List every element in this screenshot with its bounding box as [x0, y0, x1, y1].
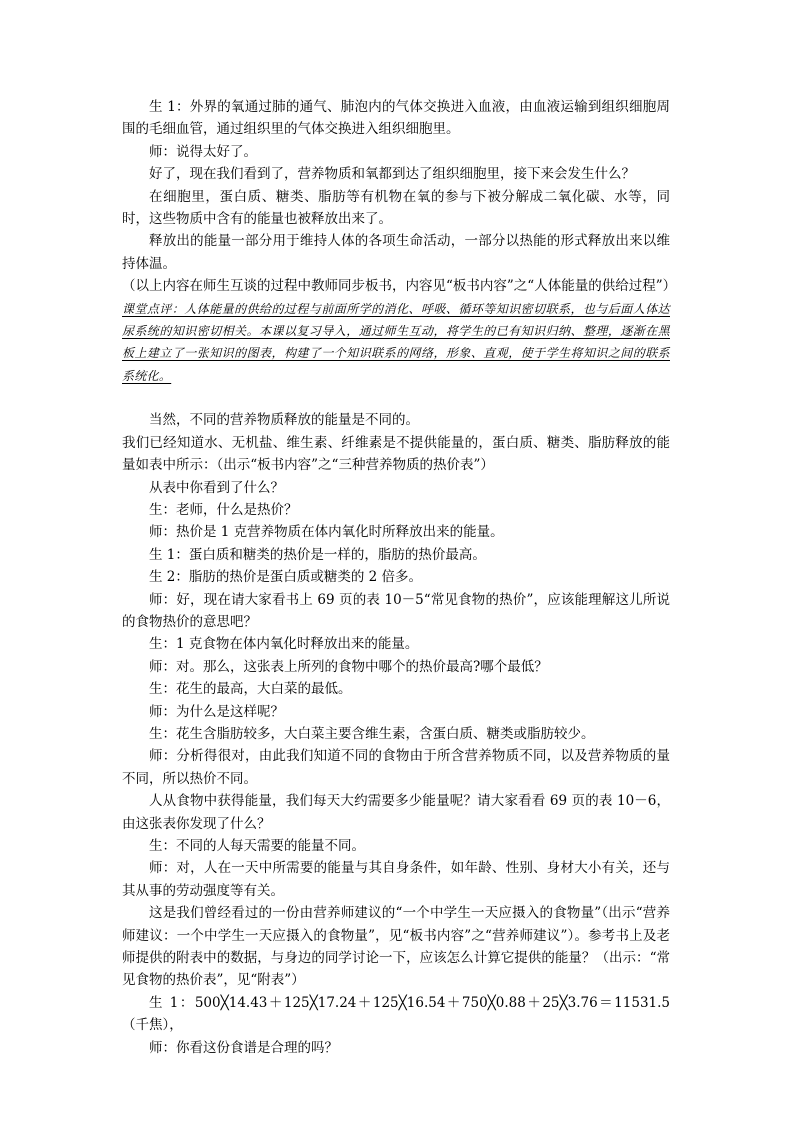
paragraph: 生 1：蛋白质和糖类的热价是一样的，脂肪的热价最高。 — [149, 546, 486, 563]
paragraph: 生 1：外界的氧通过肺的通气、肺泡内的气体交换进入血液，由血液运输到组织细胞周围的毛细血管，通过组织里的气体交换进入组织细胞里。 — [122, 99, 670, 138]
paragraph: 从表中你看到了什么？ — [149, 479, 284, 496]
paragraph: 师：说得太好了。 — [149, 143, 257, 160]
paragraph: 生 2：脂肪的热价是蛋白质或糖类的 2 倍多。 — [149, 569, 423, 586]
paragraph: 生：不同的人每天需要的能量不同。 — [149, 838, 365, 854]
paragraph: 生 1：500╳14.43＋125╳17.24＋125╳16.54＋750╳0.88＋25╳3.76＝11531.5（千焦）， — [122, 994, 670, 1034]
paragraph: 生：1 克食物在体内氧化时释放出来的能量。 — [149, 636, 419, 653]
paragraph: 好了，现在我们看到了，营养物质和氧都到达了组织细胞里，接下来会发生什么？ — [149, 166, 635, 183]
section-gap — [122, 387, 670, 409]
paragraph: 师：热价是 1 克营养物质在体内氧化时所释放出来的能量。 — [149, 524, 504, 541]
paragraph: 释放出的能量一部分用于维持人体的各项生命活动，一部分以热能的形式释放出来以维持体温。 — [122, 233, 670, 272]
paragraph: 生：老师，什么是热价？ — [149, 501, 298, 518]
paragraph: 生：花生含脂肪较多，大白菜主要含维生素，含蛋白质、糖类或脂肪较少。 — [149, 725, 595, 742]
document-body — [122, 96, 677, 1059]
paragraph: 师：对，人在一天中所需要的能量与其自身条件，如年龄、性别、身材大小有关，还与其从事的劳动强度等有关。 — [122, 860, 670, 899]
paragraph: 生：花生的最高，大白菜的最低。 — [149, 681, 352, 698]
paragraph: 我们已经知道水、无机盐、维生素、纤维素是不提供能量的，蛋白质、糖类、脂肪释放的能量如表中所示：（出示“板书内容”之“三种营养物质的热价表”） — [122, 434, 670, 474]
paragraph: 人从食物中获得能量，我们每天大约需要多少能量呢？请大家看看 69 页的表 10－6，由这张表你发现了什么？ — [122, 793, 670, 832]
paragraph: 当然，不同的营养物质释放的能量是不同的。 — [149, 412, 419, 429]
paragraph: （以上内容在师生互谈的过程中教师同步板书，内容见“板书内容”之“人体能量的供给过程”） — [122, 278, 677, 295]
paragraph: 师：为什么是这样呢？ — [149, 703, 284, 720]
teaching-commentary: 课堂点评：人体能量的供给的过程与前面所学的消化、呼吸、循环等知识密切联系，也与后面人体达尿系统的知识密切相关。本课以复习导入，通过师生互动，将学生的已有知识归纳、整理，逐渐在黑板上建立了一张知识的图表，构建了一个知识联系的网络，形象、直观，使于学生将知识之间的联系系统化。 — [122, 301, 670, 383]
dialogue-section-calorific-value — [122, 409, 670, 1059]
paragraph: 师：好，现在请大家看书上 69 页的表 10－5“常见食物的热价”，应该能理解这儿所说的食物热价的意思吧？ — [122, 591, 670, 630]
paragraph: 师：分析得很对，由此我们知道不同的食物由于所含营养物质不同，以及营养物质的量不同，所以热价不同。 — [122, 748, 670, 787]
dialogue-section-energy-supply — [122, 96, 677, 298]
paragraph: 师：对。那么，这张表上所列的食物中哪个的热价最高?哪个最低？ — [149, 658, 548, 675]
paragraph: 这是我们曾经看过的一份由营养师建议的“一个中学生一天应摄入的食物量”（出示“营养师建议：一个中学生一天应摄入的食物量”，见“板书内容”之“营养师建议”）。参考书上及老师提供的附表中的数据，与身边的同学讨论一下，应该怎么计算它提供的能量？（出示：“常见食物的热价表”，见“附表”） — [122, 905, 670, 989]
paragraph: 在细胞里，蛋白质、糖类、脂肪等有机物在氧的参与下被分解成二氧化碳、水等，同时，这些物质中含有的能量也被释放出来了。 — [122, 188, 670, 228]
paragraph: 师：你看这份食谱是合理的吗？ — [149, 1039, 338, 1056]
